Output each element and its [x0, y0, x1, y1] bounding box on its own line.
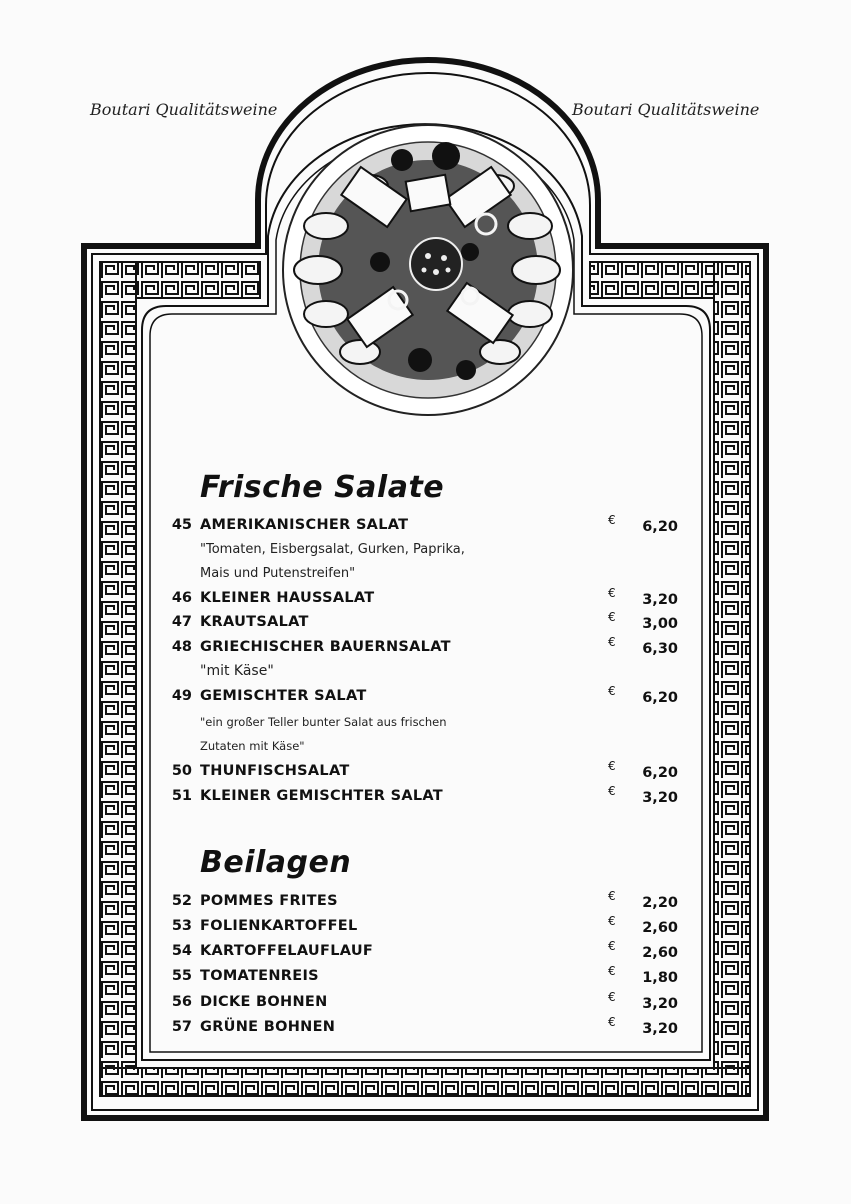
- item-currency: €: [608, 684, 616, 698]
- item-description: "ein großer Teller bunter Salat aus frischen: [200, 715, 447, 729]
- item-price: 6,30: [642, 641, 678, 657]
- menu-item: [166, 889, 678, 915]
- item-number: 54: [171, 943, 192, 959]
- item-currency: €: [608, 610, 616, 624]
- item-price: 6,20: [642, 690, 678, 706]
- item-description: Zutaten mit Käse": [200, 739, 305, 753]
- item-description: Mais und Putenstreifen": [200, 566, 356, 581]
- item-currency: €: [608, 586, 616, 600]
- menu-item: [166, 759, 678, 785]
- menu-item: [166, 586, 678, 612]
- menu-item: [166, 635, 678, 661]
- salad-plate-illustration: [283, 125, 573, 415]
- item-price: 3,20: [642, 790, 678, 806]
- item-name: KLEINER HAUSSALAT: [200, 590, 375, 606]
- item-name: AMERIKANISCHER SALAT: [200, 517, 409, 533]
- section-title-sides: Beilagen: [200, 845, 352, 880]
- menu-item: [166, 1015, 678, 1041]
- item-currency: €: [608, 939, 616, 953]
- item-price: 3,00: [642, 616, 678, 632]
- menu-item: [166, 990, 678, 1016]
- item-name: TOMATENREIS: [200, 968, 319, 984]
- item-currency: €: [608, 1015, 616, 1029]
- item-name: GRIECHISCHER BAUERNSALAT: [200, 639, 451, 655]
- item-name: KARTOFFELAUFLAUF: [200, 943, 374, 959]
- item-currency: €: [608, 990, 616, 1004]
- item-name: KRAUTSALAT: [200, 614, 309, 630]
- item-price: 3,20: [642, 1021, 678, 1037]
- header-left-text: Boutari Qualitätsweine: [90, 100, 278, 119]
- item-number: 55: [171, 968, 192, 984]
- item-currency: €: [608, 759, 616, 773]
- item-name: GRÜNE BOHNEN: [200, 1019, 336, 1035]
- item-price: 2,20: [642, 895, 678, 911]
- item-currency: €: [608, 635, 616, 649]
- item-name: KLEINER GEMISCHTER SALAT: [200, 788, 443, 804]
- item-price: 6,20: [642, 765, 678, 781]
- section-title-salads: Frische Salate: [200, 470, 445, 505]
- item-name: THUNFISCHSALAT: [200, 763, 350, 779]
- item-currency: €: [608, 784, 616, 798]
- menu-item: [166, 513, 678, 539]
- item-description: "Tomaten, Eisbergsalat, Gurken, Paprika,: [200, 542, 465, 557]
- item-number: 47: [171, 614, 192, 630]
- item-number: 48: [171, 639, 192, 655]
- item-number: 49: [171, 688, 192, 704]
- item-price: 2,60: [642, 945, 678, 961]
- item-price: 3,20: [642, 996, 678, 1012]
- item-name: DICKE BOHNEN: [200, 994, 328, 1010]
- menu-item: [166, 684, 678, 710]
- menu-item: [166, 964, 678, 990]
- item-number: 45: [171, 517, 192, 533]
- item-name: POMMES FRITES: [200, 893, 338, 909]
- item-description: "mit Käse": [200, 663, 274, 679]
- menu-item: [166, 610, 678, 636]
- item-name: GEMISCHTER SALAT: [200, 688, 367, 704]
- item-price: 1,80: [642, 970, 678, 986]
- menu-item: [166, 784, 678, 810]
- header-right-text: Boutari Qualitätsweine: [572, 100, 760, 119]
- item-number: 57: [171, 1019, 192, 1035]
- item-number: 51: [171, 788, 192, 804]
- item-currency: €: [608, 964, 616, 978]
- item-number: 52: [171, 893, 192, 909]
- item-number: 53: [171, 918, 192, 934]
- item-price: 3,20: [642, 592, 678, 608]
- item-name: FOLIENKARTOFFEL: [200, 918, 358, 934]
- item-currency: €: [608, 889, 616, 903]
- item-currency: €: [608, 513, 616, 527]
- item-price: 2,60: [642, 920, 678, 936]
- menu-item: [166, 914, 678, 940]
- item-price: 6,20: [642, 519, 678, 535]
- menu-item: [166, 939, 678, 965]
- item-currency: €: [608, 914, 616, 928]
- item-number: 50: [171, 763, 192, 779]
- item-number: 56: [171, 994, 192, 1010]
- item-number: 46: [171, 590, 192, 606]
